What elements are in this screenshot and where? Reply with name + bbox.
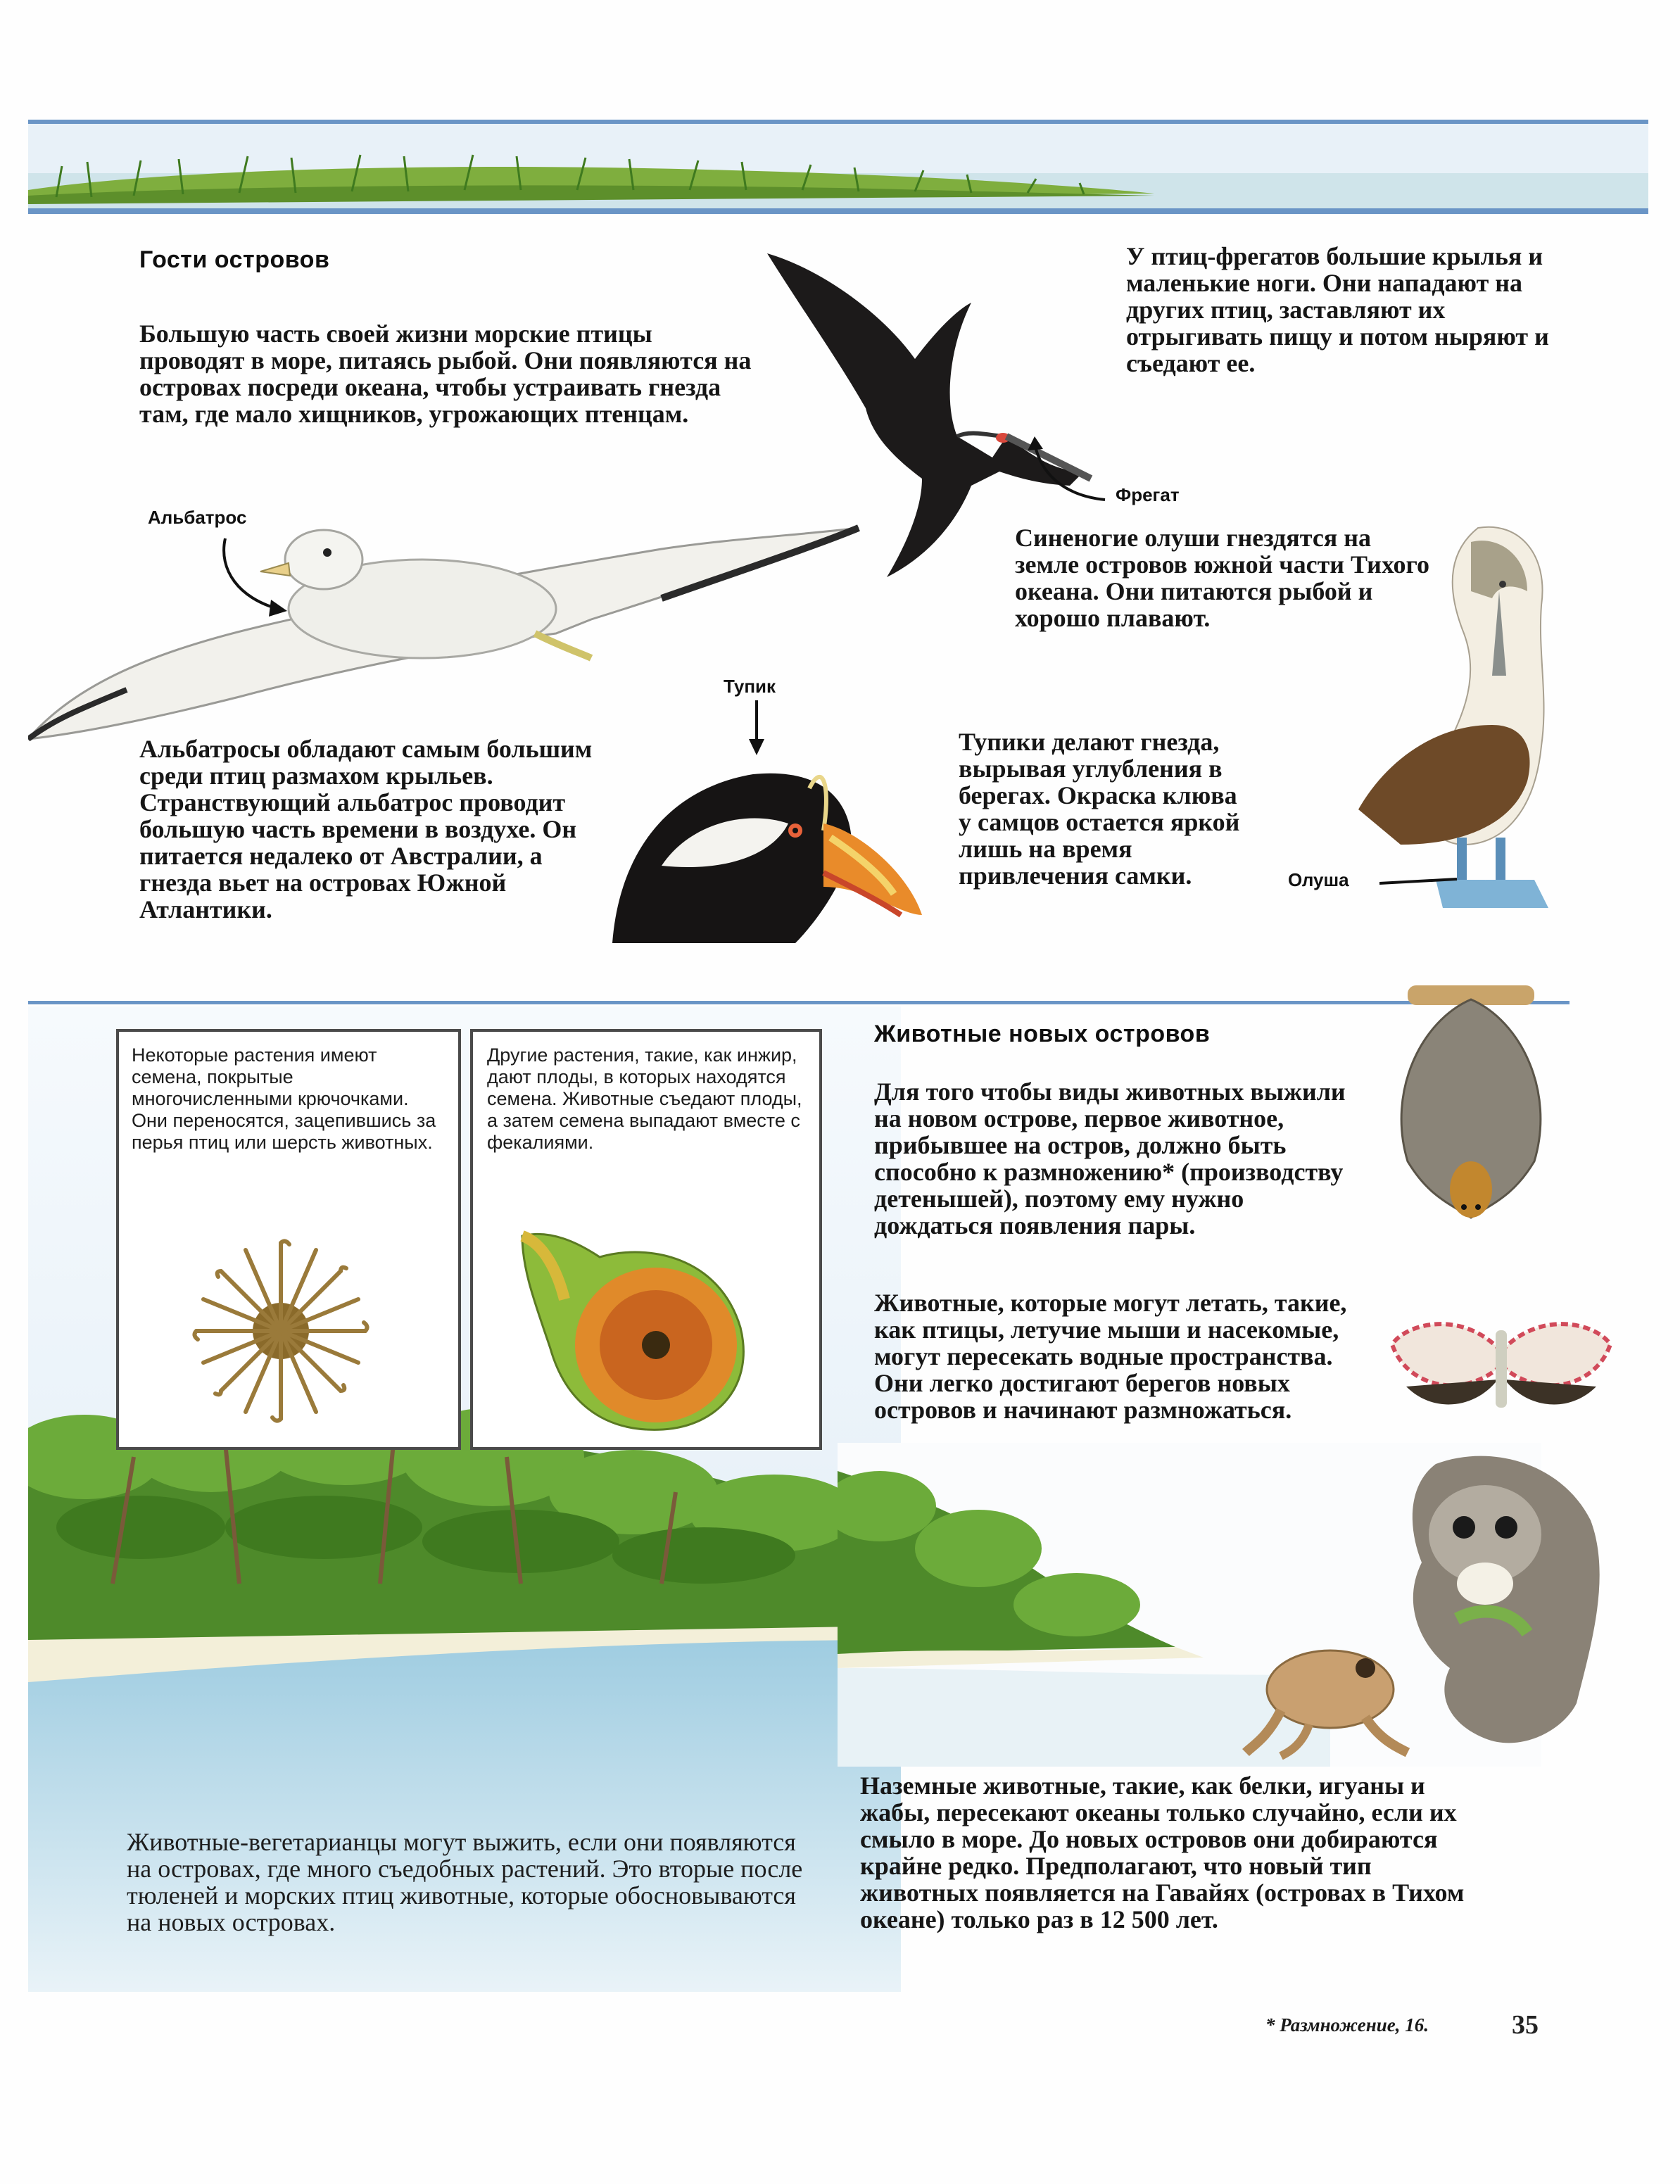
booby-pointer-line (1379, 876, 1464, 890)
new-island-paragraph-2: Животные, которые могут летать, такие, как птицы, летучие мыши и насекомые, могут пересекать водные пространства. Они легко достигают берегов новых островов и начинают размножаться. (874, 1289, 1347, 1424)
albatross-paragraph: Альбатросы обладают самым большим среди птиц размахом крыльев. Странствующий альбатрос проводит большую часть времени в воздухе. Он питается недалеко от Австралии, а гнезда вьет на островах Южной Атлантики. (139, 735, 593, 923)
top-banner (28, 120, 1648, 218)
puffin-illustration (612, 746, 922, 943)
fig-fruit-illustration (508, 1229, 776, 1433)
grass-banner-illustration (28, 120, 1648, 218)
booby-label: Олуша (1288, 869, 1349, 890)
hooked-seed-illustration (168, 1236, 393, 1426)
section-divider (28, 1001, 1570, 1004)
frigate-label: Фрегат (1116, 484, 1180, 505)
moth-illustration (1385, 1281, 1617, 1422)
new-island-paragraph-3: Наземные животные, такие, как белки, игуаны и жабы, пересекают океаны только случайно, если их смыло в море. До новых островов они добираются крайне редко. Предполагают, что новый тип животных появляется на Гавайях (островах в Тихом океане) только раз в 12 500 лет. (860, 1772, 1465, 1933)
puffin-label: Тупик (724, 676, 776, 697)
frog-illustration (1239, 1619, 1422, 1760)
blue-footed-booby-illustration (1358, 514, 1591, 929)
frigate-paragraph: У птиц-фрегатов большие крылья и маленькие ноги. Они нападают на других птиц, заставляют их отрыгивать пищу и потом ныряют и съедают ее. (1126, 242, 1549, 377)
fig-fruit-box (470, 1029, 822, 1450)
booby-paragraph: Синеногие олуши гнездятся на земле островов южной части Тихого океана. Они питаются рыбой и хорошо плавают. (1015, 524, 1429, 632)
page-number: 35 (1512, 2010, 1539, 2040)
albatross-label: Альбатрос (148, 507, 247, 528)
herbivores-paragraph: Животные-вегетарианцы могут выжить, если они появляются на островах, где много съедобных растений. Это вторые после тюленей и морских птиц животные, которые обосновываются на новых островах. (127, 1828, 803, 1936)
footnote-reference: * Размножение, 16. (1265, 2014, 1429, 2035)
section-heading-new-island-animals: Животные новых островов (874, 1021, 1211, 1047)
intro-paragraph: Большую часть своей жизни морские птицы проводят в море, питаясь рыбой. Они появляются на островах посреди океана, чтобы устраивать гнезда там, где мало хищников, угрожающих птенцам. (139, 320, 752, 428)
fig-fruit-text: Другие растения, такие, как инжир, дают плоды, в которых находятся семена. Животные съедают плоды, а затем семена выпадают вместе с фекалиями. (487, 1044, 802, 1153)
bat-illustration (1379, 964, 1584, 1246)
section-heading-island-guests: Гости островов (139, 246, 330, 273)
hooked-seeds-box (116, 1029, 461, 1450)
new-island-paragraph-1: Для того чтобы виды животных выжили на новом острове, первое животное, прибывшее на остров, должно быть способно к размножению* (производству детенышей), поэтому ему нужно дождаться появления пары. (874, 1078, 1346, 1239)
hooked-seeds-text: Некоторые растения имеют семена, покрытые многочисленными крючочками. Они переносятся, зацепившись за перья птиц или шерсть животных. (132, 1044, 436, 1153)
frigate-pointer-arrow (1028, 436, 1112, 507)
puffin-paragraph: Тупики делают гнезда, вырывая углубления в берегах. Окраска клюва у самцов остается яркой лишь на время привлечения самки. (959, 728, 1240, 890)
